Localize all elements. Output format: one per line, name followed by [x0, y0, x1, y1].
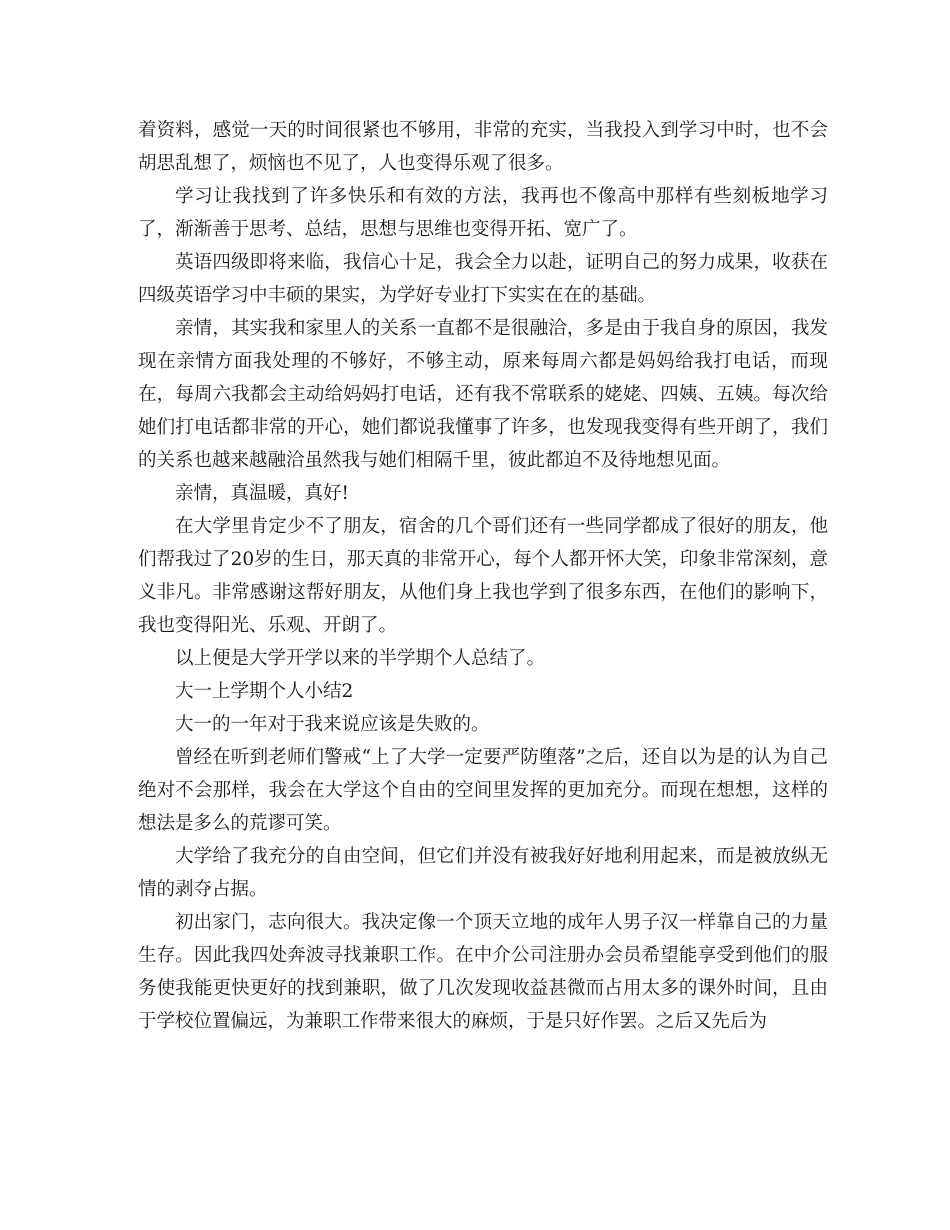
document-body [138, 114, 828, 1038]
paragraph-warning: 曾经在听到老师们警戒“上了大学一定要严防堕落”之后，还自以为是的认为自己绝对不会那样，我会在大学这个自由的空间里发挥的更加充分。而现在想想，这样的想法是多么的荒谬可笑。 [138, 747, 828, 834]
paragraph-friends: 在大学里肯定少不了朋友，宿舍的几个哥们还有一些同学都成了很好的朋友，他们帮我过了20岁的生日，那天真的非常开心，每个人都开怀大笑，印象非常深刻，意义非凡。非常感谢这帮好朋友，从他们身上我也学到了很多东西，在他们的影响下，我也变得阳光、乐观、开朗了。 [138, 516, 828, 636]
paragraph-english-exam: 英语四级即将来临，我信心十足，我会全力以赴，证明自己的努力成果，收获在四级英语学习中丰硕的果实，为学好专业打下实实在在的基础。 [138, 252, 828, 306]
paragraph-summary-end: 以上便是大学开学以来的半学期个人总结了。 [175, 648, 546, 669]
paragraph-first-year: 大一的一年对于我来说应该是失败的。 [175, 714, 490, 735]
section-heading: 大一上学期个人小结2 [175, 681, 354, 702]
paragraph-study-methods: 学习让我找到了许多快乐和有效的方法，我再也不像高中那样有些刻板地学习了，渐渐善于思考、总结，思想与思维也变得开拓、宽广了。 [138, 186, 828, 240]
paragraph-family-warmth: 亲情，真温暖，真好! [175, 483, 349, 504]
paragraph-part-time-job: 初出家门，志向很大。我决定像一个顶天立地的成年人男子汉一样靠自己的力量生存。因此我四处奔波寻找兼职工作。在中介公司注册办会员希望能享受到他们的服务使我能更快更好的找到兼职，做了几次发现收益甚微而占用太多的课外时间，且由于学校位置偏远，为兼职工作带来很大的麻烦，于是只好作罢。之后又先后为 [138, 912, 828, 1032]
paragraph-family: 亲情，其实我和家里人的关系一直都不是很融洽，多是由于我自身的原因，我发现在亲情方面我处理的不够好，不够主动，原来每周六都是妈妈给我打电话，而现在，每周六我都会主动给妈妈打电话，还有我不常联系的姥姥、四姨、五姨。每次给她们打电话都非常的开心，她们都说我懂事了许多，也发现我变得有些开朗了，我们的关系也越来越融洽虽然我与她们相隔千里，彼此都迫不及待地想见面。 [138, 318, 828, 471]
paragraph-continuation: 着资料，感觉一天的时间很紧也不够用，非常的充实，当我投入到学习中时，也不会胡思乱想了，烦恼也不见了，人也变得乐观了很多。 [138, 120, 828, 174]
paragraph-freedom: 大学给了我充分的自由空间，但它们并没有被我好好地利用起来，而是被放纵无情的剥夺占据。 [138, 846, 828, 900]
